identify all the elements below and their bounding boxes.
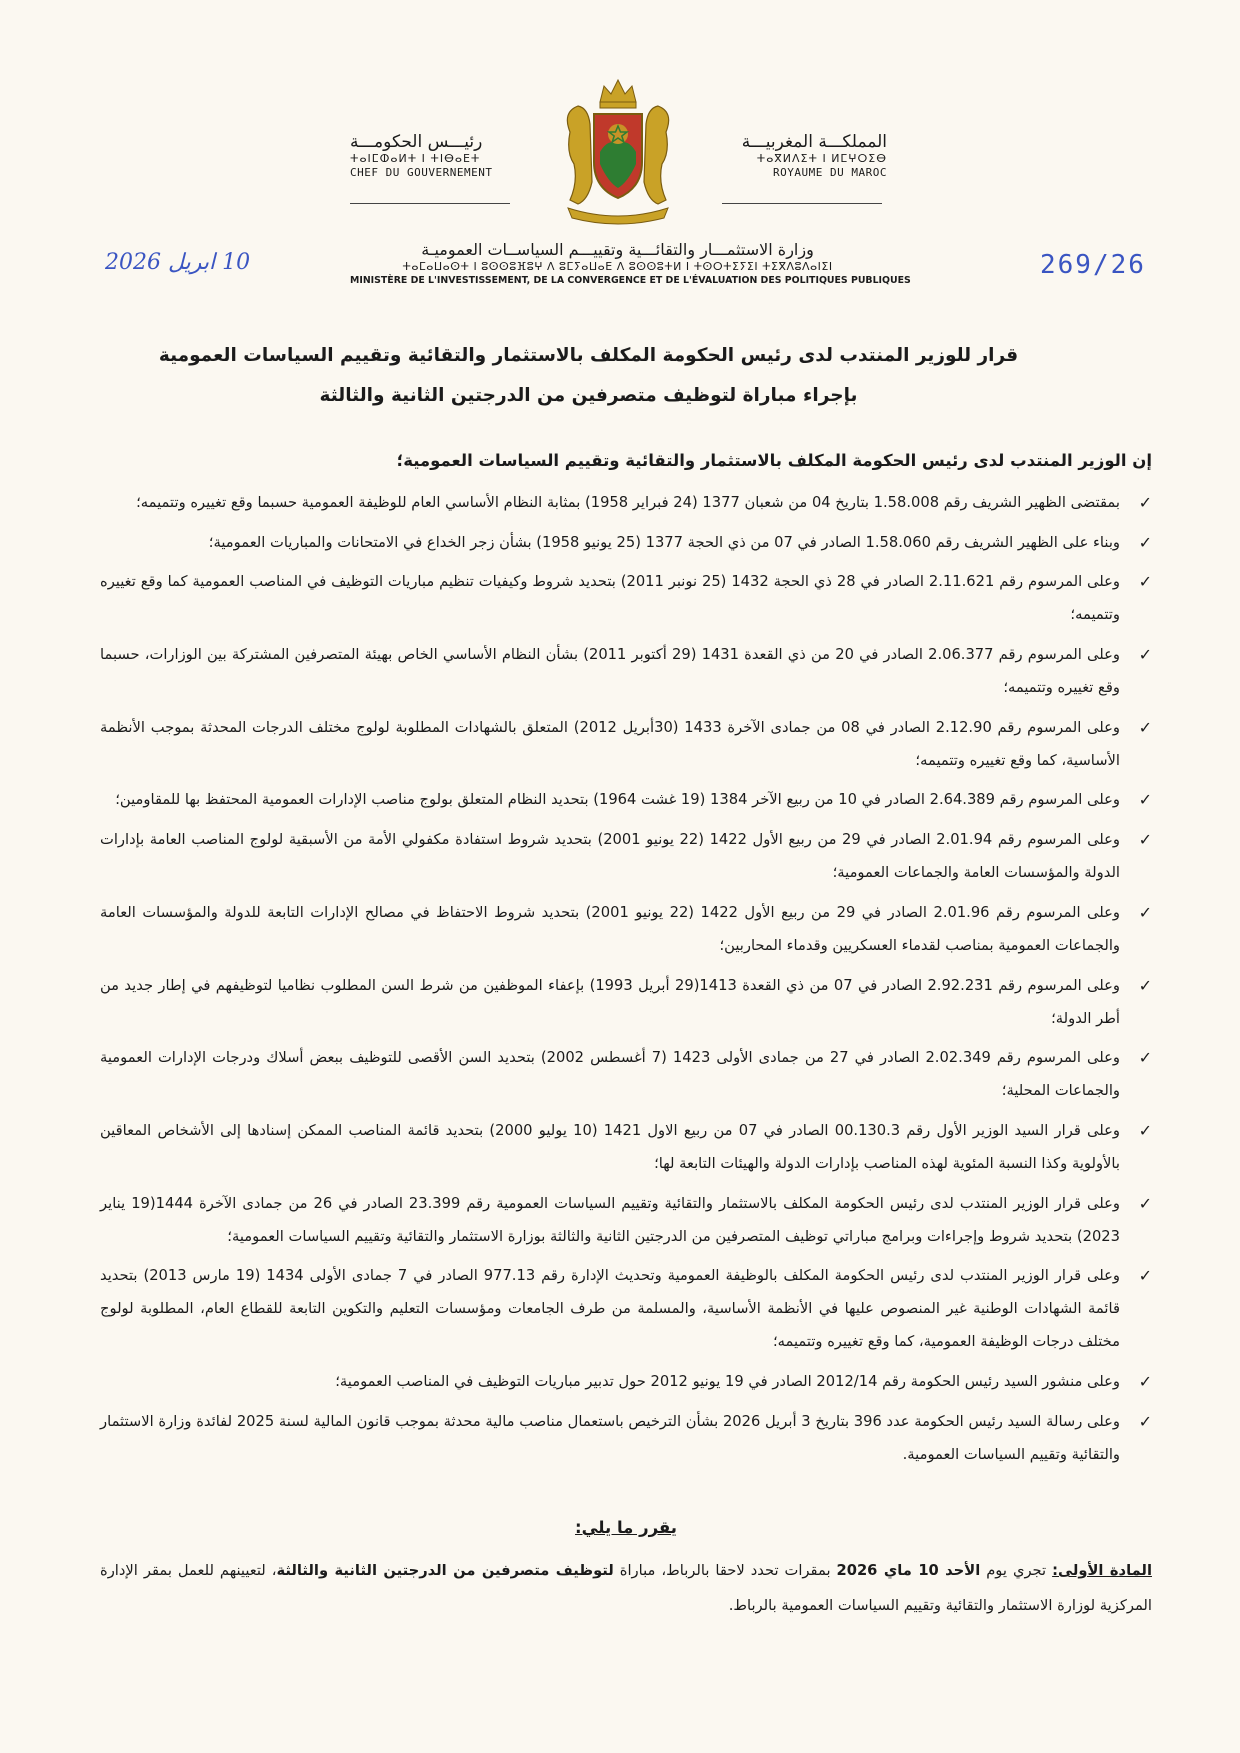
- checkmark-icon: ✓: [1138, 645, 1152, 665]
- list-item: ✓ وعلى المرسوم رقم 2.01.96 الصادر في 29 من ربيع الأول 1422 (22 يونيو 2001) بتحديد شروط الاحتفاظ في مصالح الإدارات التابعة للدولة والمؤسسات العامة والجماعات العمومية بمناصب لقدماء العسكريين وقدماء المحاربين؛: [100, 896, 1152, 962]
- list-item: ✓ وبناء على الظهير الشريف رقم 1.58.060 الصادر في 07 من ذي الحجة 1377 (25 يونيو 1958) بشأن زجر الخداع في الامتحانات والمباريات العمومية؛: [100, 526, 1152, 559]
- checkmark-icon: ✓: [1138, 1266, 1152, 1286]
- checkmark-icon: ✓: [1138, 790, 1152, 810]
- article-1-label: المادة الأولى:: [1052, 1562, 1152, 1579]
- decision-title: [100, 336, 1152, 416]
- list-item: ✓ وعلى رسالة السيد رئيس الحكومة عدد 396 بتاريخ 3 أبريل 2026 بشأن الترخيص باستعمال مناصب مالية محدثة بموجب قانون المالية لسنة 2025 لفائدة وزارة الاستثمار والتقائية وتقييم السياسات العمومية.: [100, 1405, 1152, 1471]
- checkmark-icon: ✓: [1138, 1411, 1152, 1431]
- article-1-date: الأحد 10 ماي 2026: [836, 1562, 981, 1579]
- article-1-subject: لتوظيف متصرفين من الدرجتين الثانية والثالثة: [276, 1562, 614, 1579]
- date-stamp: 10 ابريل 2026: [105, 250, 251, 275]
- ministry-header: [350, 240, 911, 288]
- list-item: ✓ بمقتضى الظهير الشريف رقم 1.58.008 بتاريخ 04 من شعبان 1377 (24 فبراير 1958) بمثابة النظام الأساسي العام للوظيفة العمومية حسبما وقع تغييره وتتميمه؛: [100, 486, 1152, 519]
- royal-coat-of-arms-seal: [548, 72, 688, 226]
- list-item: ✓ وعلى المرسوم رقم 2.12.90 الصادر في 08 من جمادى الآخرة 1433 (30أبريل 2012) المتعلق بالشهادات المطلوبة لولوج مختلف الدرجات المحدثة بموجب الأنظمة الأساسية، كما وقع تغييره وتتميمه؛: [100, 711, 1152, 777]
- header-right-arabic: المملكـــة المغربيـــة: [741, 132, 887, 152]
- article-1: [100, 1553, 1152, 1623]
- checkmark-icon: ✓: [1138, 975, 1152, 995]
- checkmark-icon: ✓: [1138, 1193, 1152, 1213]
- list-item: ✓ وعلى المرسوم رقم 2.11.621 الصادر في 28 ذي الحجة 1432 (25 نونبر 2011) بتحديد شروط وكيفيات تنظيم مباريات التوظيف في المناصب العمومية كما وقع تغييره وتتميمه؛: [100, 565, 1152, 631]
- checkmark-icon: ✓: [1138, 717, 1152, 737]
- legal-references-list: [100, 486, 1152, 1477]
- header-left-rule: [350, 203, 510, 204]
- header-royaume-maroc: [722, 132, 887, 180]
- list-item: ✓ وعلى منشور السيد رئيس الحكومة رقم 2012/14 الصادر في 19 يونيو 2012 حول تدبير مباريات التوظيف في المناصب العمومية؛: [100, 1365, 1152, 1398]
- header-right-rule: [722, 203, 882, 204]
- list-item: ✓ وعلى المرسوم رقم 2.92.231 الصادر في 07 من ذي القعدة 1413(29 أبريل 1993) بإعفاء الموظفين من شرط السن المطلوب نظاميا لتوظيفهم في إطار جديد من أطر الدولة؛: [100, 969, 1152, 1035]
- decision-heading: يقرر ما يلي:: [575, 1518, 677, 1537]
- title-line-1: قرار للوزير المنتدب لدى رئيس الحكومة المكلف بالاستثمار والتقائية وتقييم السياسات العمومية: [158, 345, 1019, 366]
- ministry-arabic: وزارة الاستثمـــار والتقائـــية وتقييـــم السياســات العموميـة: [421, 240, 814, 259]
- list-item: ✓ وعلى قرار السيد الوزير الأول رقم 00.130.3 الصادر في 07 من ربيع الاول 1421 (10 يوليو 2000) بتحديد قائمة المناصب الممكن إسنادها إلى الأشخاص المعاقين بالأولوية وكذا النسبة المئوية لهذه المناصب بإدارات الدولة والهيئات التابعة لها؛: [100, 1114, 1152, 1180]
- article-1-text: بمقرات تحدد لاحقا بالرباط، مباراة: [613, 1562, 837, 1579]
- article-1-text: ، لتعيينهم للعمل بمقر الإدارة المركزية لوزارة الاستثمار والتقائية وتقييم السياسات العمومية بالرباط.: [100, 1562, 1152, 1614]
- list-item: ✓ وعلى المرسوم رقم 2.64.389 الصادر في 10 من ربيع الآخر 1384 (19 غشت 1964) بتحديد النظام المتعلق بولوج مناصب الإدارات العمومية المحتفظ بها للمقاومين؛: [100, 783, 1152, 816]
- header-left-arabic: رئيـــس الحكومـــة: [350, 132, 483, 152]
- checkmark-icon: ✓: [1138, 532, 1152, 552]
- list-item: ✓ وعلى قرار الوزير المنتدب لدى رئيس الحكومة المكلف بالاستثمار والتقائية وتقييم السياسات العمومية رقم 23.399 الصادر في 26 من جمادى الآخرة 1444(19 يناير 2023) بتحديد شروط وإجراءات وبرامج مباراتي توظيف المتصرفين من الدرجتين الثانية والثالثة بوزارة الاستثمار والتقائية وتقييم السياسات العمومية؛: [100, 1187, 1152, 1253]
- checkmark-icon: ✓: [1138, 1371, 1152, 1391]
- header-left-tifinagh: ⵜⴰⵏⵎⵀⴰⵍⵜ ⵏ ⵜⵏⴱⴰⴹⵜ: [350, 152, 481, 165]
- header-chef-gouvernement: [350, 132, 515, 180]
- list-item: ✓ وعلى المرسوم رقم 2.06.377 الصادر في 20 من ذي القعدة 1431 (29 أكتوبر 2011) بشأن النظام الأساسي الخاص بهيئة المتصرفين المشتركة بين الوزارات، حسبما وقع تغييره وتتميمه؛: [100, 638, 1152, 704]
- checkmark-icon: ✓: [1138, 1048, 1152, 1068]
- header-left-french: CHEF DU GOUVERNEMENT: [350, 166, 493, 179]
- checkmark-icon: ✓: [1138, 493, 1152, 512]
- checkmark-icon: ✓: [1138, 572, 1152, 592]
- header-right-tifinagh: ⵜⴰⴳⵍⴷⵉⵜ ⵏ ⵍⵎⵖⵔⵉⴱ: [756, 152, 887, 165]
- checkmark-icon: ✓: [1138, 830, 1152, 850]
- ministry-tifinagh: ⵜⴰⵎⴰⵡⴰⵙⵜ ⵏ ⵓⵙⵙⵓⴼⵓⵖ ⴷ ⵓⵎⵢⴰⵡⴰⴹ ⴷ ⵓⵙⵙⵓⵜⵍ ⵏ ⵜⵙⵔⵜⵉⵢⵉⵏ ⵜⵉⴳⴷⵓⴷⴰⵏⵉⵏ: [402, 260, 833, 273]
- reference-number-stamp: 269/26: [1040, 250, 1146, 280]
- list-item: ✓ وعلى المرسوم رقم 2.01.94 الصادر في 29 من ربيع الأول 1422 (22 يونيو 2001) بتحديد شروط استفادة مكفولي الأمة من الأسبقية لولوج المناصب العامة بإدارات الدولة والمؤسسات العامة والجماعات العمومية؛: [100, 823, 1152, 889]
- preamble: إن الوزير المنتدب لدى رئيس الحكومة المكلف بالاستثمار والتقائية وتقييم السياسات العمومية؛: [396, 451, 1152, 470]
- header-right-french: ROYAUME DU MAROC: [773, 166, 887, 179]
- title-line-2: بإجراء مباراة لتوظيف متصرفين من الدرجتين الثانية والثالثة: [319, 385, 858, 406]
- list-item: ✓ وعلى قرار الوزير المنتدب لدى رئيس الحكومة المكلف بالوظيفة العمومية وتحديث الإدارة رقم 977.13 الصادر في 7 جمادى الأولى 1434 (19 مارس 2013) بتحديد قائمة الشهادات الوطنية غير المنصوص عليها في الأنظمة الأساسية، والمسلمة من طرف الجامعات ومؤسسات التعليم والتكوين التابعة للقطاع العام، المطلوبة لولوج مختلف درجات الوظيفة العمومية، كما وقع تغييره وتتميمه؛: [100, 1259, 1152, 1358]
- checkmark-icon: ✓: [1138, 902, 1152, 922]
- list-item: ✓ وعلى المرسوم رقم 2.02.349 الصادر في 27 من جمادى الأولى 1423 (7 أغسطس 2002) بتحديد السن الأقصى للتوظيف ببعض أسلاك ودرجات الإدارات العمومية والجماعات المحلية؛: [100, 1041, 1152, 1107]
- article-1-text: تجري يوم: [980, 1562, 1053, 1579]
- checkmark-icon: ✓: [1138, 1120, 1152, 1140]
- ministry-french: MINISTÈRE DE L'INVESTISSEMENT, DE LA CONVERGENCE ET DE L'ÉVALUATION DES POLITIQUES PUBLIQUES: [350, 275, 911, 286]
